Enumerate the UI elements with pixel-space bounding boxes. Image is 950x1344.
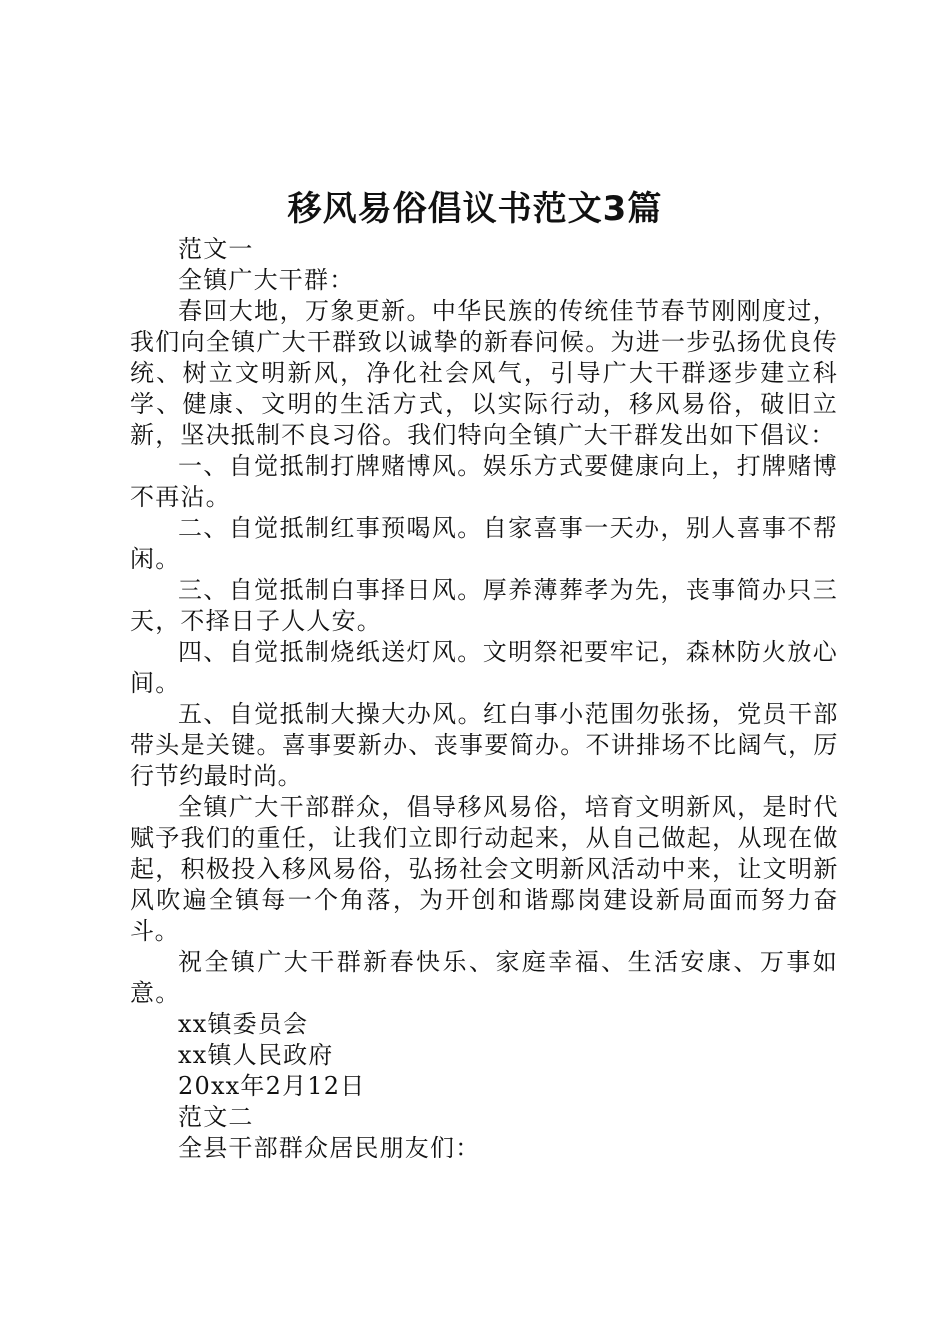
- proposal-item-1: 一、自觉抵制打牌赌博风。娱乐方式要健康向上，打牌赌博不再沾。: [130, 452, 838, 511]
- section-heading-2: 范文二: [178, 1103, 254, 1131]
- signature-committee: xx镇委员会: [178, 1010, 309, 1038]
- proposal-item-3: 三、自觉抵制白事择日风。厚养薄葬孝为先，丧事简办只三天，不择日子人人安。: [130, 576, 838, 635]
- proposal-item-5: 五、自觉抵制大操大办风。红白事小范围勿张扬，党员干部带头是关键。喜事要新办、丧事要简办。不讲排场不比阔气，厉行节约最时尚。: [130, 700, 838, 790]
- body-paragraph: 全镇广大干部群众，倡导移风易俗，培育文明新风，是时代赋予我们的重任，让我们立即行动起来，从自己做起，从现在做起，积极投入移风易俗，弘扬社会文明新风活动中来，让文明新风吹遍全镇每一个角落，为开创和谐鄢岗建设新局面而努力奋斗。: [130, 793, 838, 945]
- body-paragraph: 春回大地，万象更新。中华民族的传统佳节春节刚刚度过，我们向全镇广大干群致以诚挚的新春问候。为进一步弘扬优良传统、树立文明新风，净化社会风气，引导广大干群逐步建立科学、健康、文明的生活方式，以实际行动，移风易俗，破旧立新，坚决抵制不良习俗。我们特向全镇广大干群发出如下倡议：: [130, 297, 838, 449]
- document-title: 移风易俗倡议书范文3篇: [287, 189, 663, 229]
- proposal-item-4: 四、自觉抵制烧纸送灯风。文明祭祀要牢记，森林防火放心间。: [130, 638, 838, 697]
- document-body: [130, 234, 838, 1164]
- proposal-item-2: 二、自觉抵制红事预喝风。自家喜事一天办，别人喜事不帮闲。: [130, 514, 838, 573]
- signature-government: xx镇人民政府: [178, 1041, 334, 1069]
- section-heading-1: 范文一: [178, 235, 254, 263]
- salutation: 全镇广大干群：: [178, 266, 355, 294]
- salutation: 全县干部群众居民朋友们：: [178, 1134, 481, 1162]
- closing-wish: 祝全镇广大干群新春快乐、家庭幸福、生活安康、万事如意。: [130, 948, 838, 1007]
- signature-date: 20xx年2月12日: [178, 1072, 366, 1100]
